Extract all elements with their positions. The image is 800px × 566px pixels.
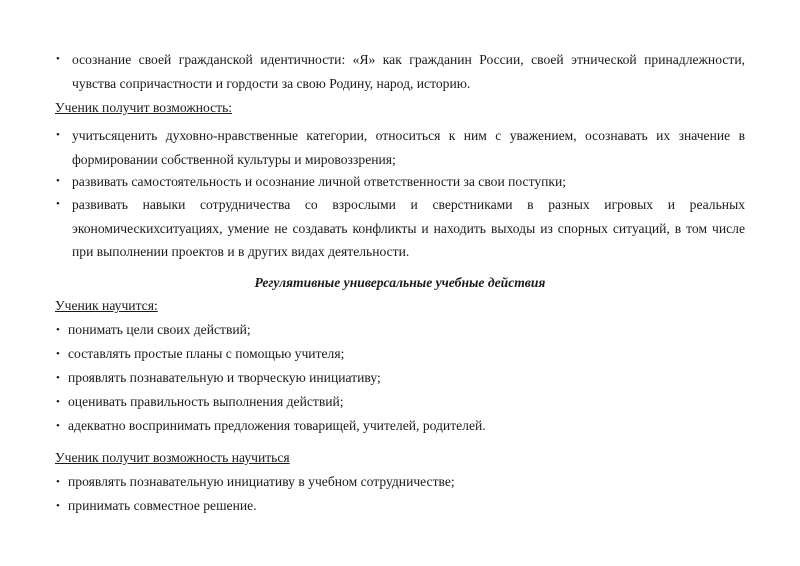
bullet-icon: • <box>56 372 60 384</box>
section-heading: Регулятивные универсальные учебные действия <box>254 275 546 290</box>
list-item-text: принимать совместное решение. <box>68 498 257 513</box>
bullet-icon: • <box>56 476 60 488</box>
list-item <box>56 344 745 364</box>
list-item <box>56 170 745 194</box>
bullet-icon: • <box>56 129 60 141</box>
list-item-text: адекватно воспринимать предложения товарищей, учителей, родителей. <box>68 418 486 433</box>
list-item <box>56 368 745 388</box>
list-item <box>56 48 745 95</box>
list-item-text: развивать навыки сотрудничества со взрослыми и сверстниками в разных игровых и реальных экономическихситуациях, умение не создавать конфликты и находить выходы из спорных ситуаций, в том числе при выполнении проектов и в других видах деятельности. <box>72 197 745 259</box>
list-item <box>56 496 745 516</box>
list-item-text: оценивать правильность выполнения действий; <box>68 394 344 409</box>
list-item-text: проявлять познавательную и творческую инициативу; <box>68 370 381 385</box>
list-item-text: учитьсяценить духовно-нравственные категории, относиться к ним с уважением, осознавать их значение в формировании собственной культуры и мировоззрения; <box>72 128 745 167</box>
subheading-opportunity: Ученик получит возможность: <box>55 100 233 115</box>
bullet-icon: • <box>56 500 60 512</box>
list-item <box>56 193 745 264</box>
bullet-icon: • <box>56 53 60 65</box>
subheading-opportunity-learn: Ученик получит возможность научиться <box>55 450 290 465</box>
bullet-icon: • <box>56 348 60 360</box>
list-item-text: понимать цели своих действий; <box>68 322 251 337</box>
list-item-text: развивать самостоятельность и осознание личной ответственности за свои поступки; <box>72 174 567 189</box>
list-item <box>56 124 745 171</box>
list-item <box>56 392 745 412</box>
list-item-text: составлять простые планы с помощью учителя; <box>68 346 345 361</box>
bullet-icon: • <box>56 175 60 187</box>
bullet-icon: • <box>56 198 60 210</box>
bullet-icon: • <box>56 420 60 432</box>
bullet-icon: • <box>56 396 60 408</box>
list-item <box>56 472 745 492</box>
list-item <box>56 320 745 340</box>
bullet-icon: • <box>56 324 60 336</box>
list-item <box>56 416 745 436</box>
list-item-text: осознание своей гражданской идентичности: «Я» как гражданин России, своей этнической принадлежности, чувства сопричастности и гордости за свою Родину, народ, историю. <box>72 52 745 91</box>
subheading-will-learn: Ученик научится: <box>55 298 158 313</box>
list-item-text: проявлять познавательную инициативу в учебном сотрудничестве; <box>68 474 455 489</box>
